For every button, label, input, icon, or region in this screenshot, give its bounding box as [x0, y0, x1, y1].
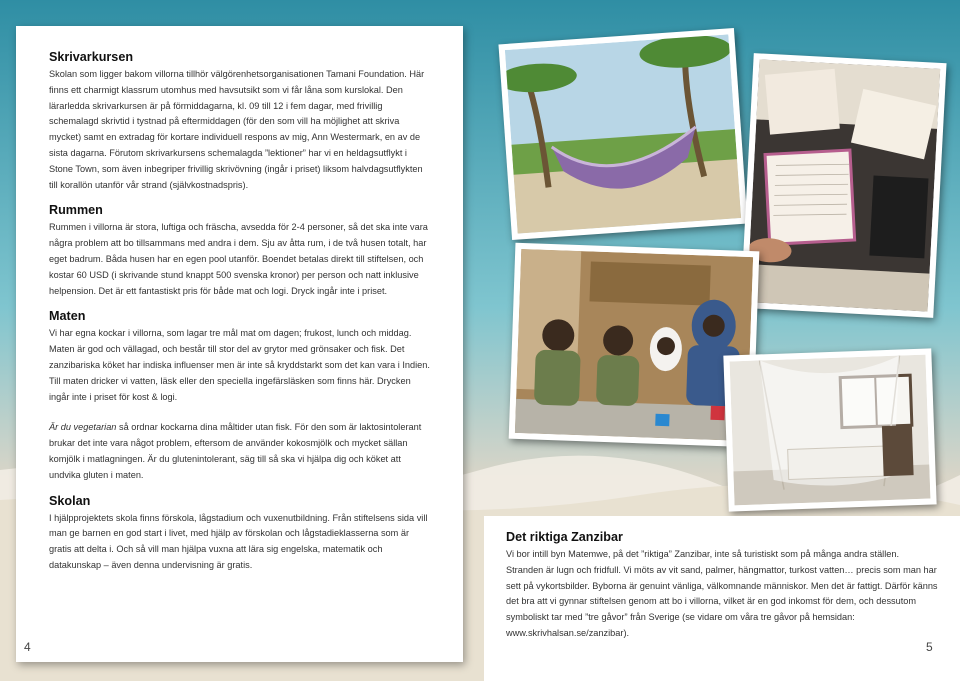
section-heading: Det riktiga Zanzibar — [506, 530, 623, 544]
children-classroom-photo — [509, 243, 760, 447]
section-skolan — [49, 494, 432, 574]
bedroom-image — [730, 355, 931, 506]
section-heading: Skrivarkursen — [49, 50, 134, 64]
vegetarian-paragraph — [49, 420, 432, 483]
section-skrivarkursen — [49, 50, 432, 193]
section-heading: Maten — [49, 309, 86, 324]
right-text-box — [484, 516, 960, 681]
section-body: I hjälpprojektets skola finns förskola, lågstadium och vuxenutbildning. Från stiftelsens sida vill man ge barnen en god start i livet, med hjälp av förskolan och lågstadieklasserna som är gratis att delta i. Och så vill man hjälpa vuxna att lära sig engelska, matematik och datakunskap – även denna undervisning är gratis. — [49, 512, 428, 570]
section-rummen — [49, 203, 432, 299]
section-body: Vi bor intill byn Matemwe, på det ”riktiga” Zanzibar, inte så turistiskt som på många andra ställen. Stranden är lugn och fridfull. Vi möts av vit sand, palmer, hängmattor, turkost vatten… precis som man har sett på vykortsbilder. Byborna är genuint vänliga, välkomnande människor. Men det är fattigt. Därför känns det bra att vi gynnar stiftelsen genom att bo i villorna, vilket är en god inkomst för dem, och dessutom symboliskt tar med ”tre gåvor” från Sverige (se vidare om våra tre gåvor på hemsidan: www.skrivhalsan.se/zanzibar). — [506, 549, 938, 638]
page-number-right: 5 — [926, 640, 933, 654]
bedroom-mosquito-net-photo — [723, 348, 936, 511]
section-body: Vi har egna kockar i villorna, som lagar tre mål mat om dagen; frukost, lunch och middag. Maten är god och vällagad, och består till stor del av grytor med grönsaker och fisk. Det zanzibariska köket har indiska influenser men är inte så kryddstarkt som det kan vara i Indien. Till maten dricker vi vatten, läsk eller den speciella ingefärsläsken som finns här. Drycken ingår inte i priset för kost & logi. — [49, 328, 430, 402]
writing-notebooks-photo — [740, 53, 946, 318]
section-body: Rummen i villorna är stora, luftiga och fräscha, avsedda för 2-4 personer, så det ska inte vara några problem att bo tillsammans med andra i dem. Sju av åtta rum, i de två husen totalt, har eget badrum. Båda husen har en egen pool utanför. Boendet betalas direkt till stiftelsen, och kostar 60 USD (i skrivande stund knappt 500 svenska kronor) per person och natt inklusive helpension. Det är ett fantastiskt pris för både mat och logi. Dryck ingår inte i priset. — [49, 222, 428, 296]
vegetarian-text: så ordnar kockarna dina måltider utan fisk. För den som är laktosintolerant brukar det inte vara något problem, eftersom de använder kokosmjölk och mycket sällan komjölk i matlagningen. Är du glutenintolerant, säg till så ska vi hjälpa dig och köket att undvika gluten i maten. — [49, 422, 422, 480]
hammock-photo — [498, 28, 747, 240]
writing-image — [747, 59, 940, 311]
left-page — [16, 26, 463, 662]
page-number-left: 4 — [24, 640, 31, 654]
section-heading: Skolan — [49, 493, 91, 508]
section-body: Skolan som ligger bakom villorna tillhör välgörenhetsorganisationen Tamani Foundation. Här finns ett charmigt klassrum utomhus med havsutsikt som vi får låna som kurslokal. Den lärarledda skrivarkursen är på förmiddagarna, kl. 09 till 12 i fem dagar, med frivillig schemalagd skrivtid i tystnad på eftermiddagen (för den som vill ha möjlighet att skriva mycket) samt en extradag för kortare individuell respons av mig, Ann Westermark, en av de sista dagarna. Förutom skrivarkursens schemalagda ”lektioner” har vi en heldagsutflykt i Stone Town, som även inbegriper frivillig skrivövning (ingår i priset) liksom halvdagsutflykten till korallön utanför vår strand (självkostnadspris). — [49, 69, 425, 190]
section-maten — [49, 309, 432, 483]
children-image — [515, 249, 753, 441]
vegetarian-emphasis: Är du vegetarian — [49, 422, 117, 433]
section-heading: Rummen — [49, 203, 103, 218]
hammock-image — [505, 34, 741, 233]
